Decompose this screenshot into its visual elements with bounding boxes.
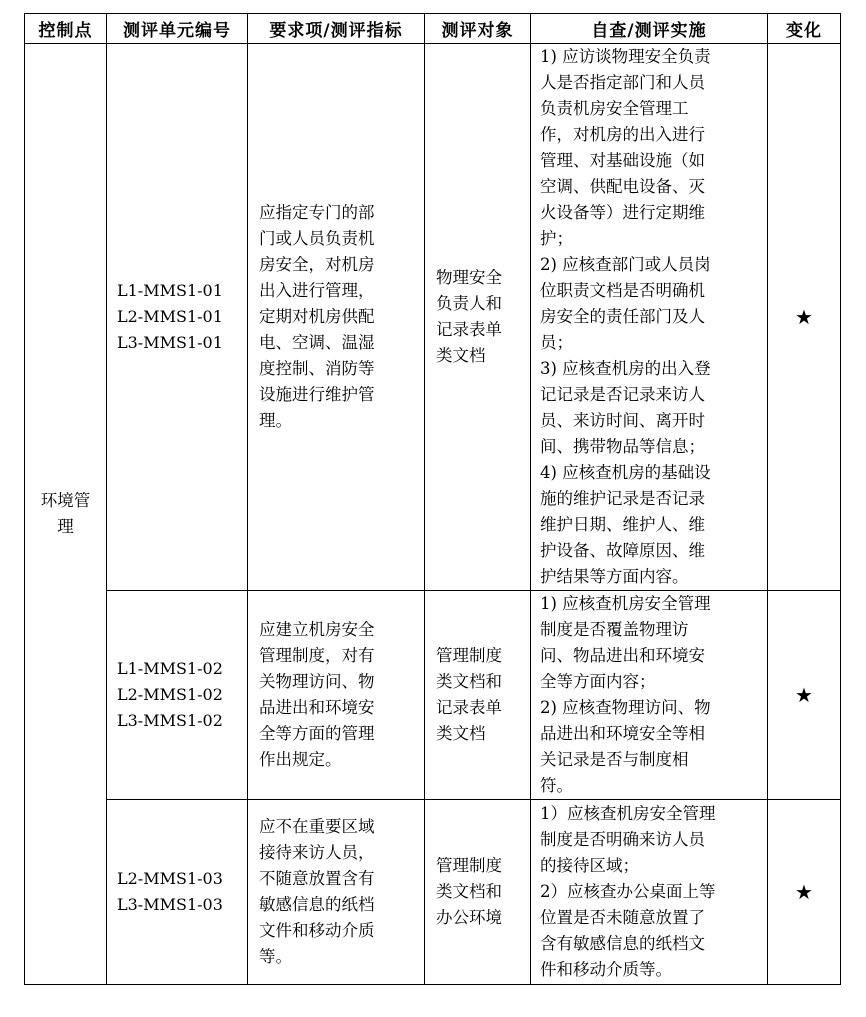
implementation-cell: 1）应核查机房安全管理 制度是否明确来访人员 的接待区域； 2）应核查办公桌面上等 位置是否未随意放置了 含有敏感信息的纸档文 件和移动介质等。 [531,800,768,985]
table-row [25,800,841,985]
header-requirement: 要求项/测评指标 [248,14,425,44]
unit-id: L3-MMS1-02 [117,711,223,730]
table-row [25,44,841,591]
object-cell: 管理制度 类文档和 记录表单 类文档 [425,591,531,800]
unit-id: L1-MMS1-02 [117,659,223,678]
header-row [25,14,841,44]
unit-id-cell [107,800,248,985]
change-star-icon: ★ [768,591,841,800]
header-control-point: 控制点 [25,14,107,44]
object-cell: 管理制度 类文档和 办公环境 [425,800,531,985]
header-implementation: 自查/测评实施 [531,14,768,44]
unit-id-cell [107,44,248,591]
implementation-cell: 1) 应访谈物理安全负责 人是否指定部门和人员 负责机房安全管理工 作，对机房的出入进行 管理、对基础设施（如 空调、供配电设备、灭 火设备等）进行定期维 护； 2) 应核查部门或人员岗 位职责文档是否明确机 房安全的责任部门及人 员； 3) 应核查机房的出入登 记记录是否记录来访人 员、来访时间、离开时 间、携带物品等信息； 4) 应核查机房的基础设 施的维护记录是否记录 维护日期、维护人、维 护设备、故障原因、维 护结果等方面内容。 [531,44,768,591]
requirement-cell: 应不在重要区域 接待来访人员， 不随意放置含有 敏感信息的纸档 文件和移动介质 等。 [248,800,425,985]
unit-id: L2-MMS1-03 [117,869,223,888]
unit-id: L2-MMS1-01 [117,307,223,326]
audit-table [24,13,841,985]
unit-id-cell [107,591,248,800]
change-star-icon: ★ [768,800,841,985]
table-row [25,591,841,800]
unit-id: L2-MMS1-02 [117,685,223,704]
implementation-cell: 1) 应核查机房安全管理 制度是否覆盖物理访 问、物品进出和环境安 全等方面内容； 2) 应核查物理访问、物 品进出和环境安全等相 关记录是否与制度相 符。 [531,591,768,800]
header-unit-id: 测评单元编号 [107,14,248,44]
header-change: 变化 [768,14,841,44]
requirement-cell: 应建立机房安全 管理制度，对有 关物理访问、物 品进出和环境安 全等方面的管理 作出规定。 [248,591,425,800]
header-object: 测评对象 [425,14,531,44]
object-cell: 物理安全 负责人和 记录表单 类文档 [425,44,531,591]
requirement-cell: 应指定专门的部 门或人员负责机 房安全，对机房 出入进行管理， 定期对机房供配 电、空调、温湿 度控制、消防等 设施进行维护管 理。 [248,44,425,591]
change-star-icon: ★ [768,44,841,591]
unit-id: L3-MMS1-01 [117,333,223,352]
unit-id: L3-MMS1-03 [117,895,223,914]
control-point-cell: 环境管 理 [25,44,107,985]
unit-id: L1-MMS1-01 [117,281,223,300]
